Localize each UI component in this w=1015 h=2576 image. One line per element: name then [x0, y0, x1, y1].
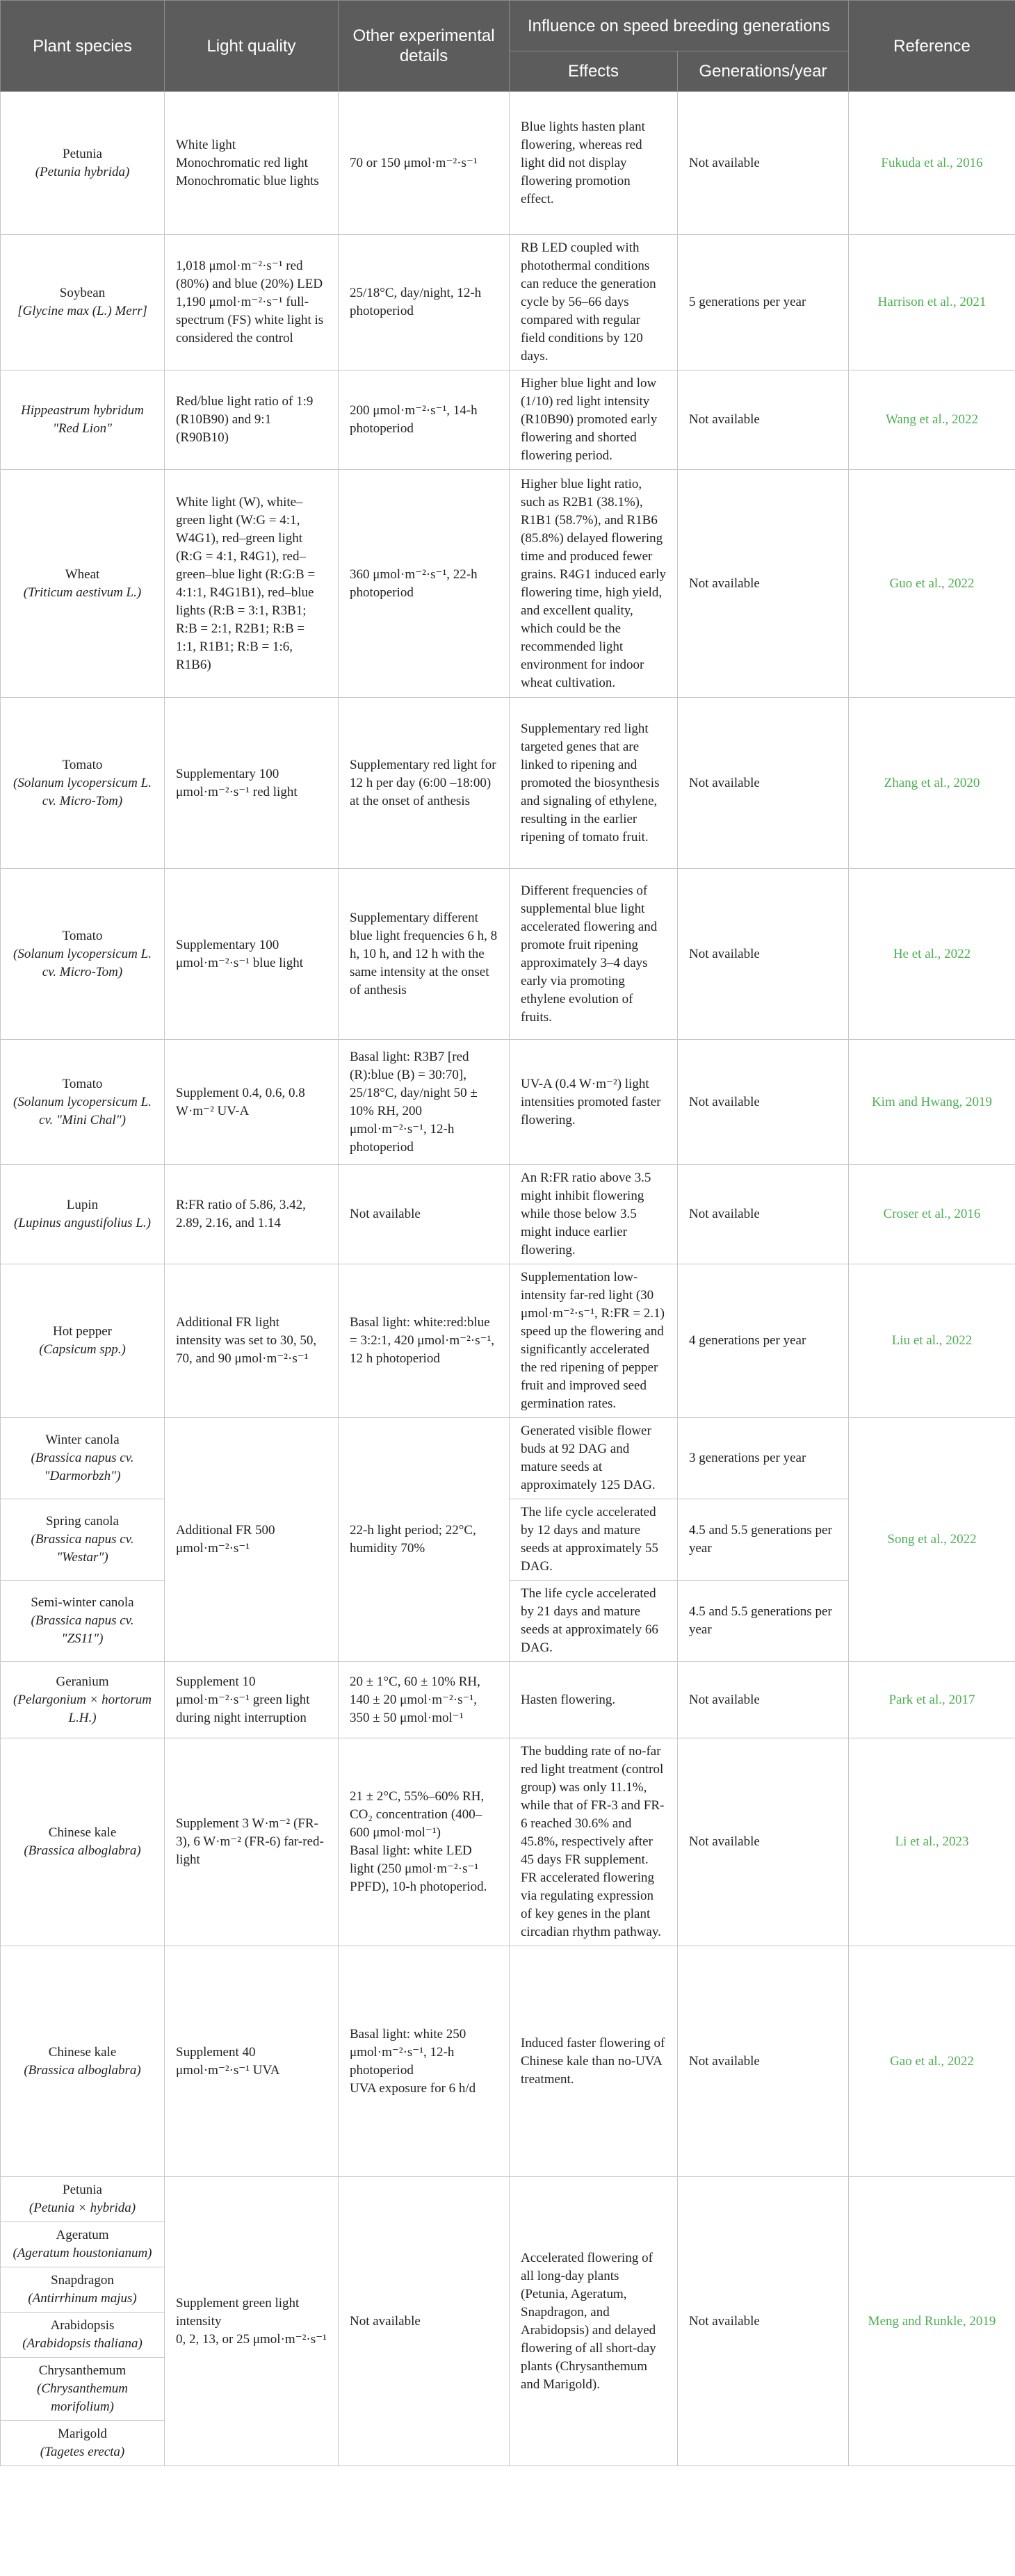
species-common-name: Semi-winter canola	[31, 1595, 134, 1610]
species-common-name: Arabidopsis	[50, 2318, 115, 2333]
species-latin-name: (Solanum lycopersicum L. cv. "Mini Chal")	[13, 1094, 152, 1127]
species-cell	[1, 370, 165, 470]
species-latin-name: [Glycine max (L.) Merr]	[17, 304, 147, 318]
light-quality-cell: Red/blue light ratio of 1:9 (R10B90) and 9:1 (R90B10)	[165, 370, 339, 470]
species-cell	[1, 2222, 165, 2267]
generations-cell: 4 generations per year	[678, 1264, 849, 1418]
effects-cell: Induced faster flowering of Chinese kale than no-UVA treatment.	[510, 1946, 678, 2177]
light-quality-cell: Supplement 40 μmol·m⁻²·s⁻¹ UVA	[165, 1946, 339, 2177]
species-common-name: Wheat	[65, 566, 100, 582]
generations-cell: 5 generations per year	[678, 235, 849, 370]
species-common-name: Marigold	[58, 2427, 107, 2441]
species-common-name: Snapdragon	[51, 2273, 114, 2288]
species-common-name: Chrysanthemum	[38, 2363, 127, 2378]
other-details-cell: 21 ± 2°C, 55%–60% RH, CO₂ concentration (400–600 μmol·mol⁻¹) Basal light: white LED light (250 μmol·m⁻²·s⁻¹ PPFD), 10-h photoperiod.	[339, 1738, 510, 1946]
table-row	[1, 1946, 1015, 2177]
light-quality-cell: R:FR ratio of 5.86, 3.42, 2.89, 2.16, and 1.14	[165, 1165, 339, 1264]
effects-cell: The life cycle accelerated by 12 days and mature seeds at approximately 55 DAG.	[510, 1499, 678, 1581]
effects-cell: The budding rate of no-far red light treatment (control group) was only 11.1%, while that of FR-3 and FR-6 reached 30.6% and 45.8%, respectively after 45 days FR supplement. FR accelerated flowering via regulating expression of key genes in the plant circadian rhythm pathway.	[510, 1738, 678, 1946]
reference-link[interactable]: Zhang et al., 2020	[849, 698, 1015, 869]
effects-cell: Accelerated flowering of all long-day plants (Petunia, Ageratum, Snapdragon, and Arabidopsis) and delayed flowering of all short-day plants (Chrysanthemum and Marigold).	[510, 2177, 678, 2466]
generations-cell: 3 generations per year	[678, 1418, 849, 1499]
header-influence: Influence on speed breeding generations	[510, 1, 849, 51]
species-latin-name: (Solanum lycopersicum L. cv. Micro-Tom)	[13, 946, 152, 979]
generations-cell: Not available	[678, 370, 849, 470]
light-quality-cell: Supplement 3 W·m⁻² (FR-3), 6 W·m⁻² (FR-6) far-red-light	[165, 1738, 339, 1946]
other-details-cell: 360 μmol·m⁻²·s⁻¹, 22-h photoperiod	[339, 470, 510, 698]
reference-link[interactable]: Park et al., 2017	[849, 1662, 1015, 1738]
species-latin-name: (Chrysanthemum morifolium)	[37, 2381, 128, 2414]
generations-cell: Not available	[678, 1738, 849, 1946]
species-common-name: Chinese kale	[48, 2044, 117, 2060]
species-latin-name: (Solanum lycopersicum L. cv. Micro-Tom)	[13, 775, 152, 808]
table-row	[1, 869, 1015, 1040]
effects-cell: Different frequencies of supplemental blue light accelerated flowering and promote fruit ripening approximately 3–4 days early via promoting ethylene evolution of fruits.	[510, 869, 678, 1040]
table-row	[1, 235, 1015, 370]
table-row	[1, 698, 1015, 869]
species-common-name: Winter canola	[45, 1433, 120, 1447]
effects-cell: Generated visible flower buds at 92 DAG and mature seeds at approximately 125 DAG.	[510, 1418, 678, 1499]
other-details-cell: Supplementary different blue light frequencies 6 h, 8 h, 10 h, and 12 h with the same intensity at the onset of anthesis	[339, 869, 510, 1040]
table-row	[1, 1165, 1015, 1264]
effects-cell: Supplementation low-intensity far-red light (30 μmol·m⁻²·s⁻¹, R:FR = 2.1) speed up the flowering and significantly accelerated the red ripening of pepper fruit and improved seed germination rates.	[510, 1264, 678, 1418]
light-quality-cell: White light Monochromatic red light Monochromatic blue lights	[165, 92, 339, 235]
light-quality-cell: Additional FR 500 μmol·m⁻²·s⁻¹	[165, 1418, 339, 1662]
other-details-cell: Not available	[339, 2177, 510, 2466]
generations-cell: 4.5 and 5.5 generations per year	[678, 1581, 849, 1662]
species-cell	[1, 1264, 165, 1418]
other-details-cell: Supplementary red light for 12 h per day (6:00 –18:00) at the onset of anthesis	[339, 698, 510, 869]
species-common-name: Spring canola	[45, 1514, 119, 1529]
other-details-cell: 22-h light period; 22°C, humidity 70%	[339, 1418, 510, 1662]
species-cell	[1, 1662, 165, 1738]
species-common-name: Soybean	[59, 286, 106, 300]
table-row	[1, 92, 1015, 235]
species-cell	[1, 92, 165, 235]
light-quality-cell: Supplementary 100 μmol·m⁻²·s⁻¹ red light	[165, 698, 339, 869]
reference-link[interactable]: Li et al., 2023	[849, 1738, 1015, 1946]
species-cell	[1, 2177, 165, 2222]
table-row	[1, 1738, 1015, 1946]
other-details-cell: 25/18°C, day/night, 12-h photoperiod	[339, 235, 510, 370]
generations-cell: Not available	[678, 698, 849, 869]
table-body	[1, 92, 1015, 2466]
light-quality-cell: Supplementary 100 μmol·m⁻²·s⁻¹ blue light	[165, 869, 339, 1040]
generations-cell: Not available	[678, 1946, 849, 2177]
species-common-name: Lupin	[66, 1198, 99, 1212]
reference-link[interactable]: Meng and Runkle, 2019	[849, 2177, 1015, 2466]
reference-link[interactable]: Fukuda et al., 2016	[849, 92, 1015, 235]
header-light-quality: Light quality	[165, 1, 339, 92]
species-common-name: Tomato	[62, 928, 103, 943]
generations-cell: 4.5 and 5.5 generations per year	[678, 1499, 849, 1581]
reference-link[interactable]: He et al., 2022	[849, 869, 1015, 1040]
header-other-details: Other experimental details	[339, 1, 510, 92]
species-latin-name: (Pelargonium × hortorum L.H.)	[13, 1692, 152, 1725]
effects-cell: RB LED coupled with photothermal conditions can reduce the generation cycle by 56–66 days compared with regular field conditions by 120 days.	[510, 235, 678, 370]
species-latin-name: (Tagetes erecta)	[40, 2445, 125, 2459]
generations-cell: Not available	[678, 2177, 849, 2466]
species-latin-name: (Ageratum houstonianum)	[13, 2246, 152, 2260]
light-quality-cell: White light (W), white–green light (W:G = 4:1, W4G1), red–green light (R:G = 4:1, R4G1), red–green–blue light (R:G:B = 4:1:1, R4G1B1), red–blue lights (R:B = 3:1, R3B1; R:B = 2:1, R2B1; R:B = 1:1, R1B1; R:B = 1:6, R1B6)	[165, 470, 339, 698]
generations-cell: Not available	[678, 1040, 849, 1165]
species-latin-name: (Lupinus angustifolius L.)	[14, 1216, 151, 1230]
generations-cell: Not available	[678, 1662, 849, 1738]
effects-cell: Blue lights hasten plant flowering, whereas red light did not display flowering promotion effect.	[510, 92, 678, 235]
light-quality-cell: Supplement 10 μmol·m⁻²·s⁻¹ green light during night interruption	[165, 1662, 339, 1738]
light-quality-cell: Additional FR light intensity was set to 30, 50, 70, and 90 μmol·m⁻²·s⁻¹	[165, 1264, 339, 1418]
species-common-name: Geranium	[56, 1674, 109, 1689]
species-cell	[1, 1040, 165, 1165]
generations-cell: Not available	[678, 869, 849, 1040]
other-details-cell: Basal light: R3B7 [red (R):blue (B) = 30:70], 25/18°C, day/night 50 ± 10% RH, 200 μmol·m⁻²·s⁻¹, 12-h photoperiod	[339, 1040, 510, 1165]
other-details-cell: 200 μmol·m⁻²·s⁻¹, 14-h photoperiod	[339, 370, 510, 470]
reference-link[interactable]: Guo et al., 2022	[849, 470, 1015, 698]
species-latin-name: (Triticum aestivum L.)	[23, 585, 142, 600]
species-cell	[1, 1418, 165, 1499]
light-quality-cell: Supplement green light intensity 0, 2, 13, or 25 μmol·m⁻²·s⁻¹	[165, 2177, 339, 2466]
species-latin-name: (Brassica alboglabra)	[24, 1843, 141, 1858]
header-reference: Reference	[849, 1, 1015, 92]
header-generations: Generations/year	[678, 51, 849, 92]
species-latin-name: (Brassica alboglabra)	[24, 2062, 141, 2078]
reference-link[interactable]: Gao et al., 2022	[849, 1946, 1015, 2177]
effects-cell: Higher blue light and low (1/10) red light intensity (R10B90) promoted early flowering and shorted flowering period.	[510, 370, 678, 470]
species-cell	[1, 2421, 165, 2466]
species-cell	[1, 1581, 165, 1662]
species-cell	[1, 698, 165, 869]
other-details-cell: Not available	[339, 1165, 510, 1264]
species-latin-name: (Capsicum spp.)	[39, 1342, 126, 1357]
species-cell	[1, 2313, 165, 2358]
table-row	[1, 2177, 1015, 2222]
species-latin-name: (Arabidopsis thaliana)	[22, 2336, 143, 2351]
table-row	[1, 370, 1015, 470]
species-latin-name: (Petunia × hybrida)	[29, 2201, 136, 2215]
generations-cell: Not available	[678, 1165, 849, 1264]
generations-cell: Not available	[678, 470, 849, 698]
light-quality-cell: 1,018 μmol·m⁻²·s⁻¹ red (80%) and blue (20%) LED 1,190 μmol·m⁻²·s⁻¹ full-spectrum (FS) white light is considered the control	[165, 235, 339, 370]
header-effects: Effects	[510, 51, 678, 92]
species-common-name: Tomato	[62, 757, 103, 772]
reference-link[interactable]: Croser et al., 2016	[849, 1165, 1015, 1264]
effects-cell: UV-A (0.4 W·m⁻²) light intensities promoted faster flowering.	[510, 1040, 678, 1165]
species-latin-name: (Petunia hybrida)	[35, 164, 130, 179]
species-cell	[1, 2267, 165, 2313]
species-latin-name: (Brassica napus cv. "ZS11")	[31, 1613, 134, 1646]
reference-link[interactable]: Harrison et al., 2021	[849, 235, 1015, 370]
table-row	[1, 1418, 1015, 1499]
species-common-name: Ageratum	[56, 2228, 109, 2242]
table-row	[1, 470, 1015, 698]
other-details-cell: 70 or 150 μmol·m⁻²·s⁻¹	[339, 92, 510, 235]
light-quality-cell: Supplement 0.4, 0.6, 0.8 W·m⁻² UV-A	[165, 1040, 339, 1165]
species-latin-name: Hippeastrum hybridum "Red Lion"	[21, 403, 144, 436]
species-cell	[1, 869, 165, 1040]
species-common-name: Tomato	[62, 1076, 103, 1091]
species-latin-name: (Antirrhinum majus)	[28, 2291, 137, 2306]
table-row	[1, 1662, 1015, 1738]
species-common-name: Petunia	[63, 2183, 102, 2197]
effects-cell: Supplementary red light targeted genes that are linked to ripening and promoted the biosynthesis and signaling of ethylene, resulting in the earlier ripening of tomato fruit.	[510, 698, 678, 869]
effects-cell: An R:FR ratio above 3.5 might inhibit flowering while those below 3.5 might induce earlier flowering.	[510, 1165, 678, 1264]
other-details-cell: Basal light: white:red:blue = 3:2:1, 420 μmol·m⁻²·s⁻¹, 12 h photoperiod	[339, 1264, 510, 1418]
effects-cell: Hasten flowering.	[510, 1662, 678, 1738]
species-cell	[1, 1738, 165, 1946]
species-latin-name: (Brassica napus cv. "Westar")	[31, 1532, 134, 1565]
species-common-name: Chinese kale	[48, 1825, 117, 1840]
other-details-cell: 20 ± 1°C, 60 ± 10% RH, 140 ± 20 μmol·m⁻²·s⁻¹, 350 ± 50 μmol·mol⁻¹	[339, 1662, 510, 1738]
reference-link[interactable]: Kim and Hwang, 2019	[849, 1040, 1015, 1165]
species-latin-name: (Brassica napus cv. "Darmorbzh")	[31, 1451, 134, 1483]
species-common-name: Petunia	[63, 146, 102, 161]
header-plant-species: Plant species	[1, 1, 165, 92]
reference-link[interactable]: Liu et al., 2022	[849, 1264, 1015, 1418]
species-cell	[1, 1499, 165, 1581]
species-cell	[1, 2358, 165, 2421]
table-row	[1, 1040, 1015, 1165]
generations-cell: Not available	[678, 92, 849, 235]
species-cell	[1, 470, 165, 698]
reference-link[interactable]: Song et al., 2022	[849, 1418, 1015, 1662]
effects-cell: The life cycle accelerated by 21 days and mature seeds at approximately 66 DAG.	[510, 1581, 678, 1662]
reference-link[interactable]: Wang et al., 2022	[849, 370, 1015, 470]
effects-cell: Higher blue light ratio, such as R2B1 (38.1%), R1B1 (58.7%), and R1B6 (85.8%) delayed flowering time and produced fewer grains. R4G1 induced early flowering time, high yield, and excellent quality, which could be the recommended light environment for indoor wheat cultivation.	[510, 470, 678, 698]
species-cell	[1, 1946, 165, 2177]
species-cell	[1, 235, 165, 370]
table-row	[1, 1264, 1015, 1418]
species-common-name: Hot pepper	[53, 1324, 112, 1339]
other-details-cell: Basal light: white 250 μmol·m⁻²·s⁻¹, 12-h photoperiod UVA exposure for 6 h/d	[339, 1946, 510, 2177]
species-cell	[1, 1165, 165, 1264]
